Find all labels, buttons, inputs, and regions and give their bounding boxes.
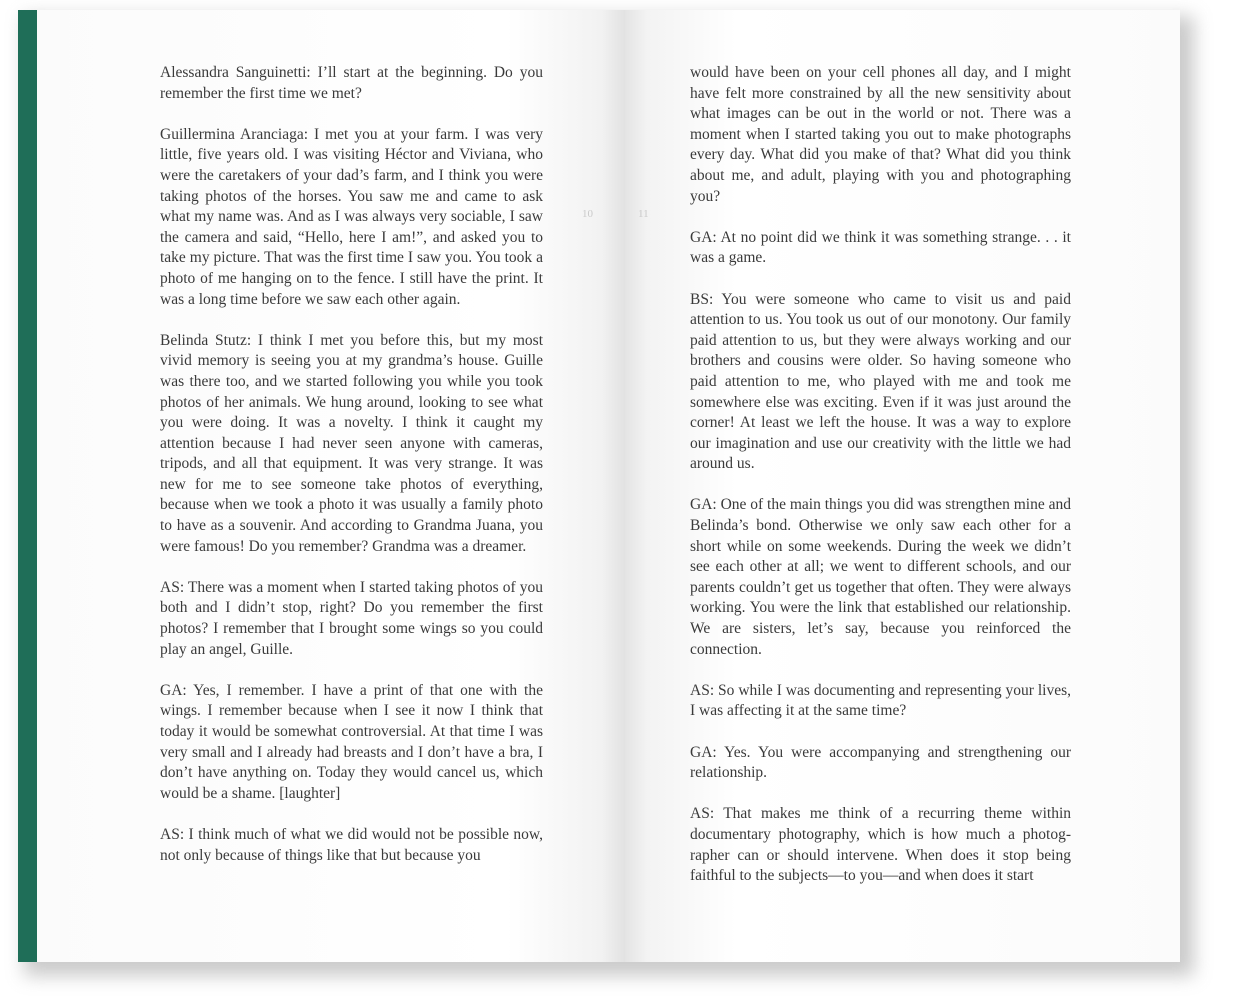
paragraph: AS: That makes me think of a recurring theme within documentary photography, which is how much a photographer can or should intervene. When does it stop being faithful to the subjects—to you—and when does it start xyxy=(690,805,1071,885)
book-spine xyxy=(18,10,37,962)
paragraph: Guillermina Aranciaga: I met you at your farm. I was very little, five years old. I was visiting Héctor and Viviana, who were the caretakers of your dad’s farm, and I think you were taking photos of the horses. You saw me and came to ask what my name was. And as I was always very sociable, I saw the camera and said, “Hello, here I am!”, and asked you to take my picture. That was the first time I saw you. You took a photo of me hanging on to the fence. I still have the print. It was a long time before we saw each other again. xyxy=(160,125,543,308)
paragraph: GA: One of the main things you did was strengthen mine and Belinda’s bond. Otherwise we only saw each other for a short while on some weekends. During the week we didn’t see each other at all; we went to different schools, and our parents couldn’t get us together that often. They were always working. You were the link that established our relationship. We are sisters, let’s say, because you reinforced the connection. xyxy=(690,496,1071,658)
paragraph: Alessandra Sanguinetti: I’ll start at the beginning. Do you remember the first time we met? xyxy=(160,64,543,102)
page-number-left: 10 xyxy=(582,208,593,220)
paragraph: AS: I think much of what we did would not be possible now, not only because of things like that but because you xyxy=(160,825,543,864)
paragraph: GA: Yes, I remember. I have a print of that one with the wings. I remember because when I see it now I think that today it would be somewhat controversial. At that time I was very small and I already had breasts and I don’t have a bra, I don’t have anything on. Today they would cancel us, which would be a shame. [laughter] xyxy=(160,681,543,802)
paragraph: AS: So while I was documenting and representing your lives, I was affecting it at the same time? xyxy=(690,681,1071,720)
left-page-text xyxy=(160,63,543,887)
paragraph: GA: Yes. You were accompanying and strengthening our relationship. xyxy=(690,743,1071,782)
page-number-right: 11 xyxy=(638,208,649,220)
paragraph: GA: At no point did we think it was something strange. . . it was a game. xyxy=(690,228,1071,267)
paragraph: BS: You were someone who came to visit us and paid attention to us. You took us out of our monotony. Our family paid attention to us, but they were always working and our brothers and cousins were older. So having someone who paid attention to me, who played with me and took me somewhere else was exciting. Even if it was just around the corner! At least we left the house. It was a way to explore our imagination and use our creativity with the little we had around us. xyxy=(690,290,1071,473)
paragraph: Belinda Stutz: I think I met you before this, but my most vivid memory is seeing you at my grandma’s house. Guille was there too, and we started following you while you took photos of her animals. We hung around, looking to see what you were doing. It was a novelty. I think it caught my attention because I had never seen anyone with cameras, tripods, and all that equipment. It was very strange. It was new for me to see someone take photos of everything, because when we took a photo it was usually a family photo to have as a souvenir. And according to Grandma Juana, you were famous! Do you remember? Grandma was a dreamer. xyxy=(160,331,543,555)
paragraph: would have been on your cell phones all day, and I might have felt more constrained by all the new sensitivity about what images can be out in the world or not. There was a moment when I started taking you out to make photographs every day. What did you make of that? What did you think about me, and adult, playing with you and photographing you? xyxy=(690,64,1071,205)
paragraph: AS: There was a moment when I started taking photos of you both and I didn’t stop, right? Do you remember the first photos? I remember that I brought some wings so you could play an angel, Guille. xyxy=(160,578,543,658)
right-page-text xyxy=(690,63,1071,907)
